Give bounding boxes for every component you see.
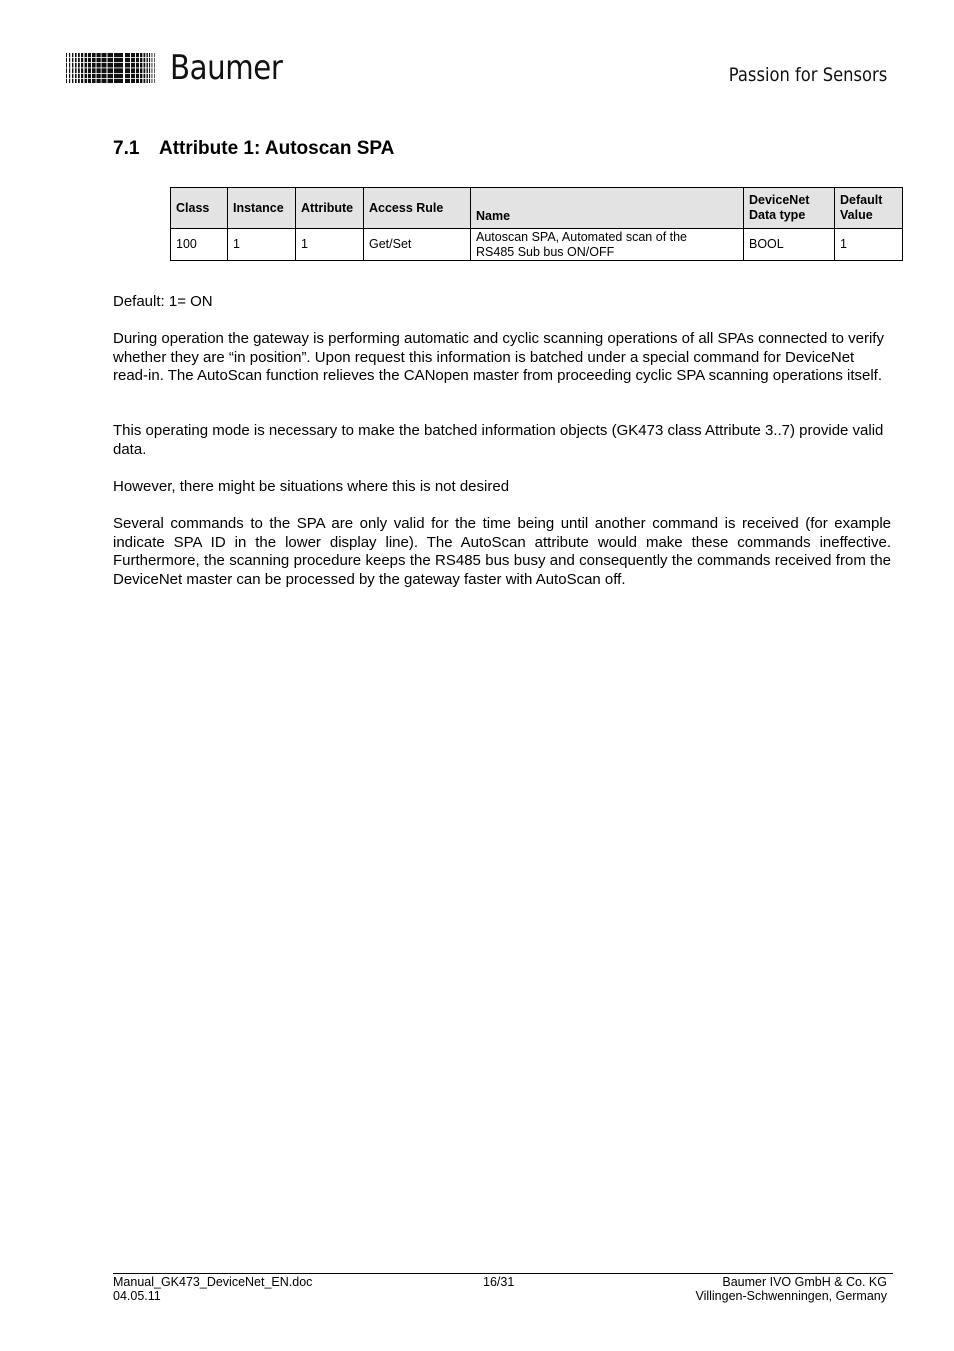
footer-company: Baumer IVO GmbH & Co. KG — [722, 1275, 887, 1289]
cell-data-type: BOOL — [744, 229, 835, 261]
paragraph-not-desired: However, there might be situations where this is not desired — [113, 478, 510, 495]
footer-left — [113, 1275, 312, 1303]
footer-date: 04.05.11 — [113, 1289, 161, 1303]
header-access-rule: Access Rule — [364, 188, 471, 229]
paragraph-operating-mode: This operating mode is necessary to make the batched information objects (GK473 class Attribute 3..7) provide valid data. — [113, 422, 884, 458]
table-header-row — [171, 188, 903, 229]
logo-mark-icon — [66, 53, 160, 83]
header-instance: Instance — [228, 188, 296, 229]
footer-file: Manual_GK473_DeviceNet_EN.doc — [113, 1275, 313, 1289]
brand-wordmark: Baumer — [170, 48, 283, 88]
paragraph-operation: During operation the gateway is performing automatic and cyclic scanning operations of all SPAs connected to verify whether they are “in position”. Upon request this information is batched under a special command for DeviceNet read-in. The AutoScan function relieves the CANopen master from proceeding cyclic SPA scanning operations itself. — [113, 330, 884, 385]
header-name: Name — [471, 188, 744, 229]
header-class: Class — [171, 188, 228, 229]
header-default-value: Default Value — [835, 188, 903, 229]
footer-divider — [113, 1273, 893, 1274]
section-number: 7.1 — [113, 138, 140, 159]
cell-access-rule: Get/Set — [364, 229, 471, 261]
header-attribute: Attribute — [296, 188, 364, 229]
paragraph-commands: Several commands to the SPA are only valid for the time being until another command is received (for example indicate SPA ID in the lower display line). The AutoScan attribute would make these commands ineffective. Furthermore, the scanning procedure keeps the RS485 bus busy and consequently the commands received from the DeviceNet master can be processed by the gateway faster with AutoScan off. — [113, 515, 891, 588]
section-heading — [113, 138, 394, 160]
section-title: Attribute 1: Autoscan SPA — [159, 138, 395, 159]
table-row — [171, 229, 903, 261]
cell-default-value: 1 — [835, 229, 903, 261]
header-data-type: DeviceNet Data type — [744, 188, 835, 229]
attribute-table — [170, 187, 903, 261]
default-line: Default: 1= ON — [113, 293, 213, 310]
footer-right — [695, 1275, 887, 1303]
cell-class: 100 — [171, 229, 228, 261]
footer-page-number: 16/31 — [483, 1275, 515, 1289]
cell-name: Autoscan SPA, Automated scan of the RS485 Sub bus ON/OFF — [471, 229, 744, 261]
cell-attribute: 1 — [296, 229, 364, 261]
brand-tagline: Passion for Sensors — [728, 64, 887, 86]
cell-instance: 1 — [228, 229, 296, 261]
footer-location: Villingen-Schwenningen, Germany — [695, 1289, 887, 1303]
baumer-logo — [66, 52, 160, 84]
